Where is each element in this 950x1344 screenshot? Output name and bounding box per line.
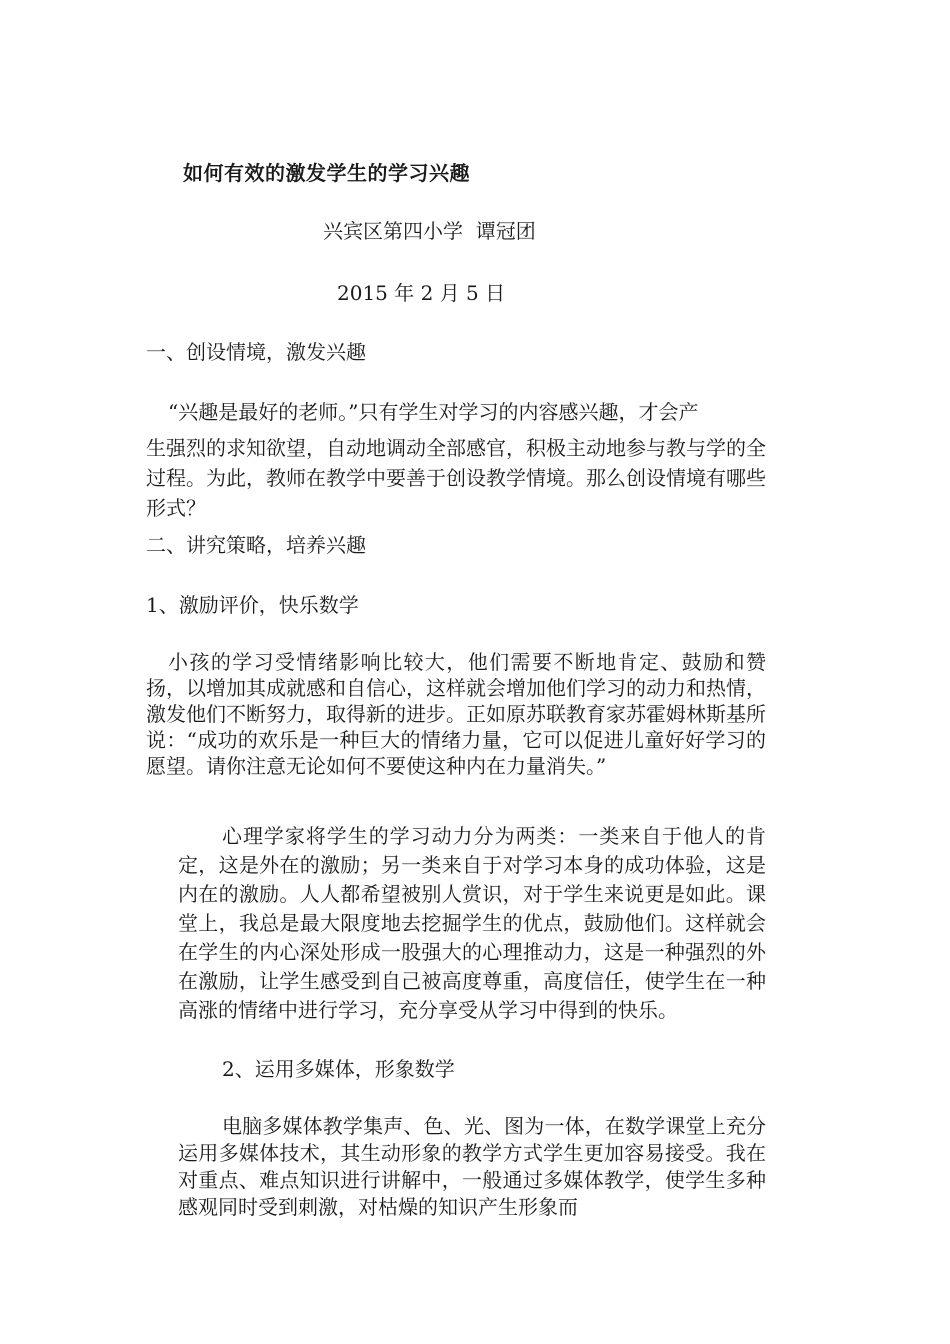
paragraph-4: 电脑多媒体教学集声、色、光、图为一体，在数学课堂上充分运用多媒体技术，其生动形象的教学方式学生更加容易接受。我在对重点、难点知识进行讲解中，一般通过多媒体教学，使学生多种感观同时受到刺激，对枯燥的知识产生形象而 xyxy=(178,1114,766,1219)
paragraph-1-rest: 生强烈的求知欲望，自动地调动全部感官，积极主动地参与教与学的全过程。为此，教师在教学中要善于创设教学情境。那么创设情境有哪些形式？ xyxy=(146,436,766,520)
section-heading-2: 二、讲究策略，培养兴趣 xyxy=(146,533,366,557)
paragraph-1-first-line: “兴趣是最好的老师。”只有学生对学习的内容感兴趣，才会产 xyxy=(168,400,699,424)
author-line: 兴宾区第四小学 谭冠团 xyxy=(323,219,536,243)
subsection-heading-2: 2、运用多媒体，形象数学 xyxy=(222,1057,455,1081)
section-heading-1: 一、创设情境，激发兴趣 xyxy=(146,340,366,364)
subsection-heading-1: 1、激励评价，快乐数学 xyxy=(146,593,359,617)
paragraph-2: 小孩的学习受情绪影响比较大，他们需要不断地肯定、鼓励和赞扬，以增加其成就感和自信心，这样就会增加他们学习的动力和热情，激发他们不断努力，取得新的进步。正如原苏联教育家苏霍姆林斯基所说：“成功的欢乐是一种巨大的情绪力量，它可以促进儿童好好学习的愿望。请你注意无论如何不要使这种内在力量消失。” xyxy=(146,650,766,778)
date-line: 2015 年 2 月 5 日 xyxy=(337,281,506,305)
document-title: 如何有效的激发学生的学习兴趣 xyxy=(183,161,470,185)
paragraph-3: 心理学家将学生的学习动力分为两类：一类来自于他人的肯定，这是外在的激励；另一类来自于对学习本身的成功体验，这是内在的激励。人人都希望被别人赏识，对于学生来说更是如此。课堂上，我总是最大限度地去挖掘学生的优点，鼓励他们。这样就会在学生的内心深处形成一股强大的心理推动力，这是一种强烈的外在激励，让学生感受到自己被高度尊重，高度信任，使学生在一种高涨的情绪中进行学习，充分享受从学习中得到的快乐。 xyxy=(178,824,766,1022)
paragraph-1 xyxy=(146,397,766,523)
